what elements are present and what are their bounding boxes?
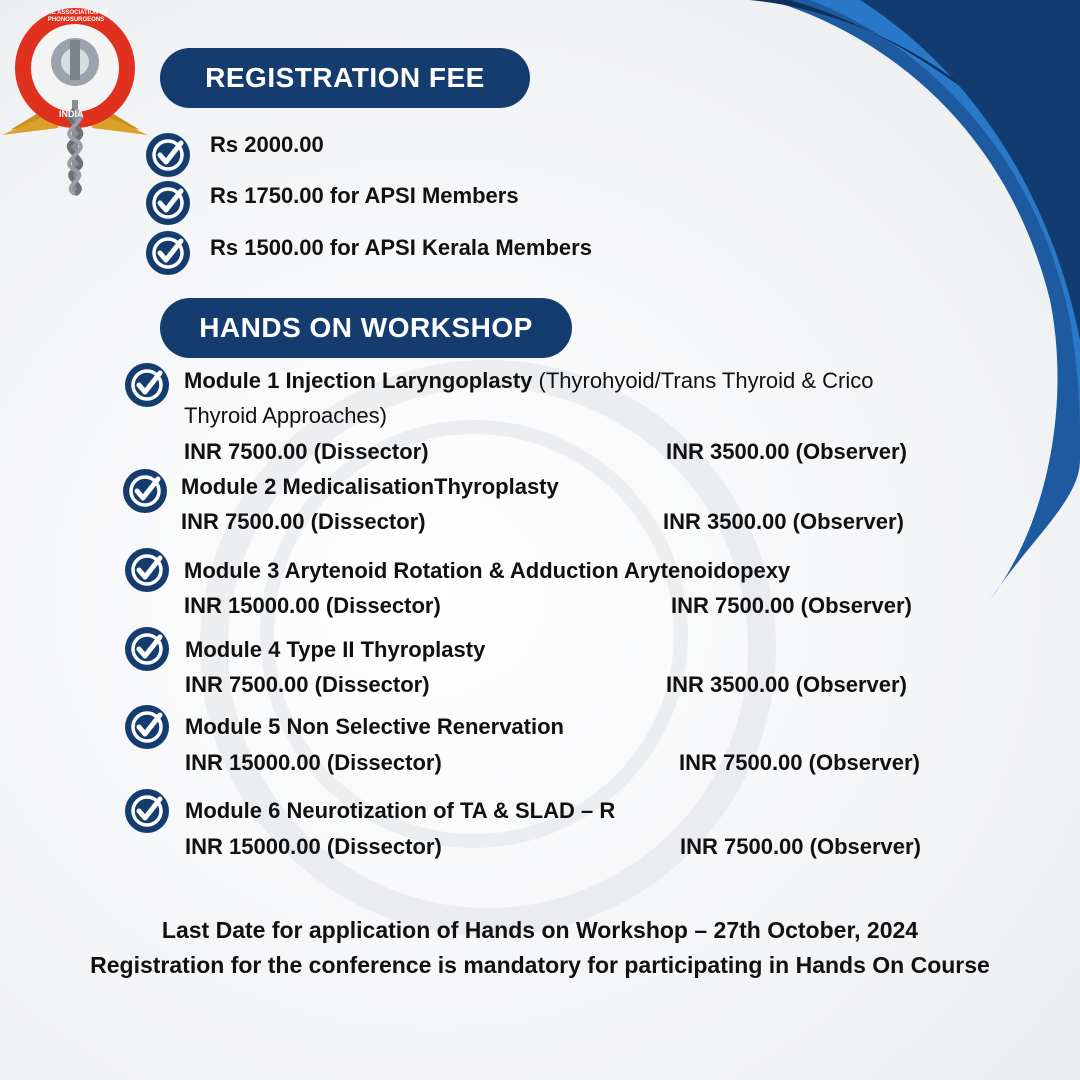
check-icon [122, 468, 168, 514]
module-note-continued: Thyroid Approaches) [184, 403, 387, 428]
module-dissector-fee: INR 15000.00 (Dissector) [185, 750, 442, 775]
association-logo [0, 0, 150, 200]
module-dissector-fee: INR 7500.00 (Dissector) [185, 672, 430, 697]
module-1-title [184, 368, 874, 394]
module-dissector-fee: INR 15000.00 (Dissector) [185, 834, 442, 859]
check-icon [145, 180, 191, 226]
registration-fee-heading [160, 48, 530, 108]
logo-ring-text: THE ASSOCIATION OF PHONOSURGEONS [43, 10, 109, 23]
registration-fee-title: REGISTRATION FEE [205, 62, 485, 93]
logo-country: INDIA [59, 109, 84, 119]
registration-item: Rs 1750.00 for APSI Members [210, 183, 519, 208]
hands-on-workshop-heading [160, 298, 572, 358]
module-note: (Thyrohyoid/Trans Thyroid & Crico [538, 368, 874, 393]
module-name: Module 3 Arytenoid Rotation & Adduction Arytenoidopexy [184, 558, 791, 583]
registration-item: Rs 2000.00 [210, 132, 324, 157]
module-observer-fee: INR 7500.00 (Observer) [679, 750, 920, 775]
module-dissector-fee: INR 7500.00 (Dissector) [184, 439, 429, 464]
check-icon [124, 788, 170, 834]
module-observer-fee: INR 7500.00 (Observer) [671, 593, 912, 618]
module-dissector-fee: INR 15000.00 (Dissector) [184, 593, 441, 618]
module-name: Module 5 Non Selective Renervation [185, 714, 564, 739]
module-name: Module 4 Type II Thyroplasty [185, 637, 486, 662]
check-icon [124, 626, 170, 672]
check-icon [145, 132, 191, 178]
check-icon [124, 704, 170, 750]
module-observer-fee: INR 7500.00 (Observer) [680, 834, 921, 859]
check-icon [145, 230, 191, 276]
module-observer-fee: INR 3500.00 (Observer) [666, 672, 907, 697]
module-name: Module 2 MedicalisationThyroplasty [181, 474, 559, 499]
module-name: Module 1 Injection Laryngoplasty [184, 368, 533, 393]
module-observer-fee: INR 3500.00 (Observer) [663, 509, 904, 534]
check-icon [124, 362, 170, 408]
check-icon [124, 547, 170, 593]
module-name: Module 6 Neurotization of TA & SLAD – R [185, 798, 616, 823]
module-dissector-fee: INR 7500.00 (Dissector) [181, 509, 426, 534]
registration-item: Rs 1500.00 for APSI Kerala Members [210, 235, 592, 260]
module-observer-fee: INR 3500.00 (Observer) [666, 439, 907, 464]
mandatory-registration-notice: Registration for the conference is mandatory for participating in Hands On Course [90, 952, 990, 978]
last-date-notice: Last Date for application of Hands on Workshop – 27th October, 2024 [161, 917, 919, 943]
hands-on-workshop-title: HANDS ON WORKSHOP [199, 312, 533, 343]
